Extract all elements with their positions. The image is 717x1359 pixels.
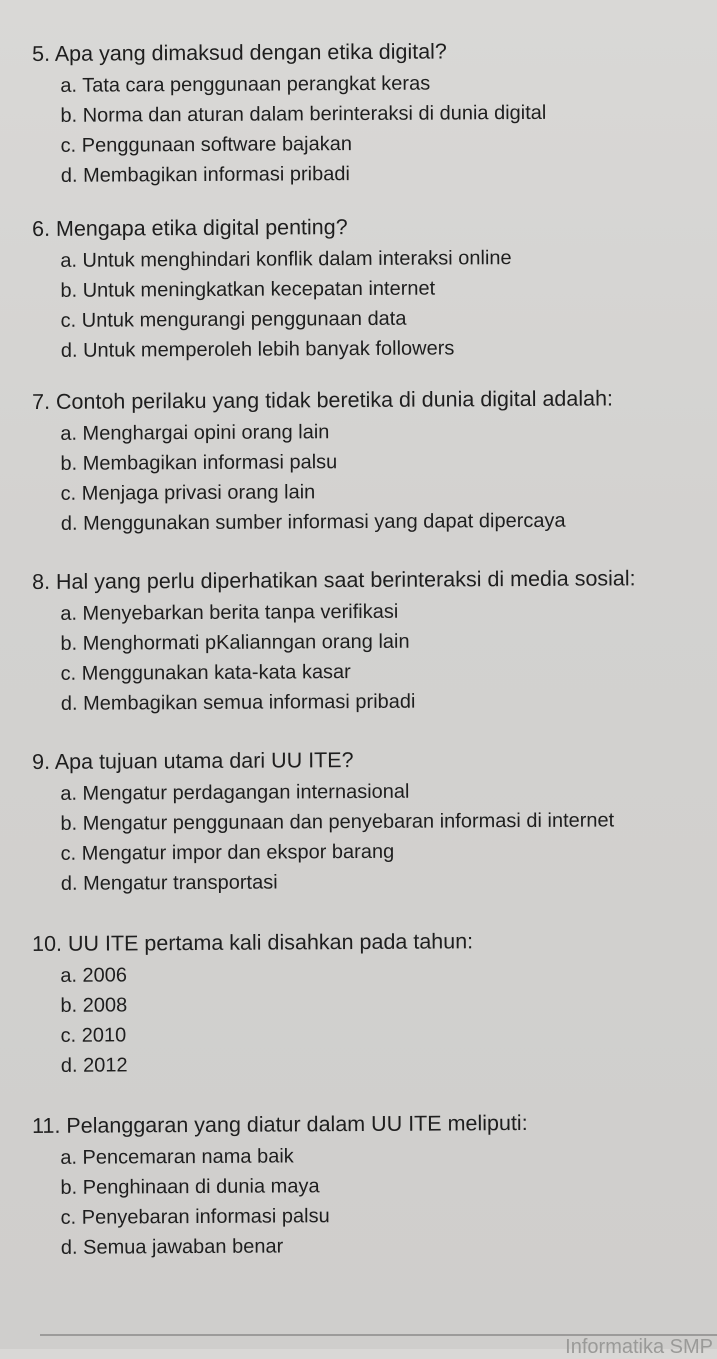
question-7 [32,384,703,539]
option-b: b. Mengatur penggunaan dan penyebaran informasi di internet [60,809,615,835]
question-title: 9. Apa tujuan utama dari UU ITE? [32,748,354,774]
option-a: a. Mengatur perdagangan internasional [60,780,410,805]
option-b: b. Untuk meningkatkan kecepatan internet [60,277,436,302]
option-a: a. Untuk menghindari konflik dalam interaksi online [60,247,512,272]
option-d: d. Menggunakan sumber informasi yang dapat dipercaya [60,509,566,535]
question-11 [32,1108,703,1263]
option-b: b. Membagikan informasi palsu [60,451,338,475]
option-b: b. Norma dan aturan dalam berinteraksi di dunia digital [60,101,547,127]
question-10 [32,926,703,1081]
option-d: d. Mengatur transportasi [60,871,278,895]
question-title: 8. Hal yang perlu diperhatikan saat berinteraksi di media sosial: [32,566,636,594]
option-c: c. Menggunakan kata-kata kasar [60,661,351,685]
option-a: a. Menyebarkan berita tanpa verifikasi [60,600,399,625]
question-6 [32,211,703,366]
option-a: a. 2006 [60,964,128,987]
option-b: b. 2008 [60,994,128,1017]
question-title: 7. Contoh perilaku yang tidak beretika di dunia digital adalah: [32,386,614,414]
option-c: c. Penggunaan software bajakan [60,133,353,157]
option-d: d. Semua jawaban benar [60,1235,284,1259]
option-b: b. Penghinaan di dunia maya [60,1175,320,1199]
option-d: d. Untuk memperoleh lebih banyak followers [60,337,455,362]
option-c: c. Menjaga privasi orang lain [60,481,316,505]
question-title: 6. Mengapa etika digital penting? [32,215,348,241]
option-c: c. 2010 [60,1024,127,1047]
question-title: 5. Apa yang dimaksud dengan etika digital? [32,39,447,66]
question-8 [32,564,703,719]
question-5 [32,36,703,191]
option-d: d. Membagikan informasi pribadi [60,163,350,187]
option-c: c. Untuk mengurangi penggunaan data [60,307,407,332]
option-a: a. Menghargai opini orang lain [60,421,330,445]
question-9 [32,744,703,899]
option-a: a. Pencemaran nama baik [60,1145,294,1169]
option-b: b. Menghormati pKalianngan orang lain [60,630,410,655]
option-a: a. Tata cara penggunaan perangkat keras [60,72,431,97]
footer-text: Informatika SMP [565,1336,713,1358]
option-d: d. Membagikan semua informasi pribadi [60,690,416,715]
question-title: 11. Pelanggaran yang diatur dalam UU ITE meliputi: [32,1110,528,1138]
question-title: 10. UU ITE pertama kali disahkan pada tahun: [32,929,474,956]
option-c: c. Mengatur impor dan ekspor barang [60,840,395,865]
option-d: d. 2012 [60,1054,128,1077]
option-c: c. Penyebaran informasi palsu [60,1205,330,1229]
